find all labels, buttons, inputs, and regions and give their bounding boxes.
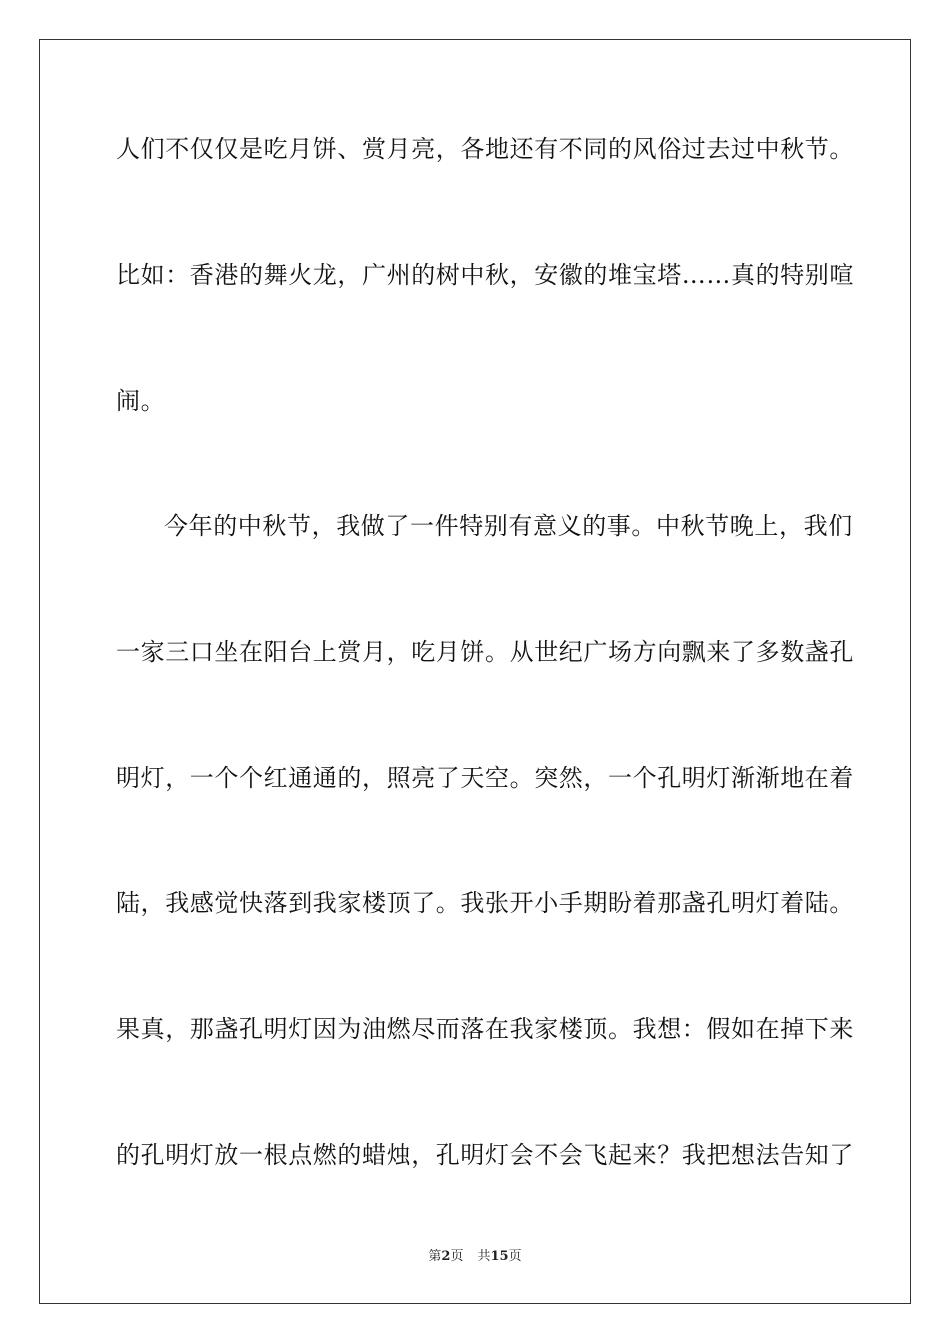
paragraph-line-7: 陆，我感觉快落到我家楼顶了。我张开小手期盼着那盏孔明灯着陆。 — [116, 889, 854, 917]
total-pages: 15 — [490, 1249, 509, 1264]
page-border — [39, 39, 911, 1304]
paragraph-line-5: 一家三口坐在阳台上赏月，吃月饼。从世纪广场方向飘来了多数盏孔 — [116, 638, 854, 666]
paragraph-line-2: 比如：香港的舞火龙，广州的树中秋，安徽的堆宝塔……真的特别喧 — [116, 261, 854, 289]
paragraph-line-9: 的孔明灯放一根点燃的蜡烛，孔明灯会不会飞起来？我把想法告知了 — [116, 1141, 854, 1169]
total-suffix: 页 — [508, 1249, 522, 1264]
page-number: 2 — [441, 1249, 451, 1264]
paragraph-line-1: 人们不仅仅是吃月饼、赏月亮，各地还有不同的风俗过去过中秋节。 — [116, 135, 854, 163]
paragraph-line-4: 今年的中秋节，我做了一件特别有意义的事。中秋节晚上，我们 — [164, 512, 853, 540]
page-footer — [0, 1249, 950, 1265]
page-suffix: 页 — [450, 1249, 464, 1264]
total-prefix: 共 — [477, 1249, 491, 1264]
paragraph-line-8: 果真，那盏孔明灯因为油燃尽而落在我家楼顶。我想：假如在掉下来 — [116, 1015, 854, 1043]
paragraph-line-3: 闹。 — [116, 387, 166, 415]
paragraph-line-6: 明灯，一个个红通通的，照亮了天空。突然，一个孔明灯渐渐地在着 — [116, 764, 854, 792]
page-prefix: 第 — [428, 1249, 442, 1264]
